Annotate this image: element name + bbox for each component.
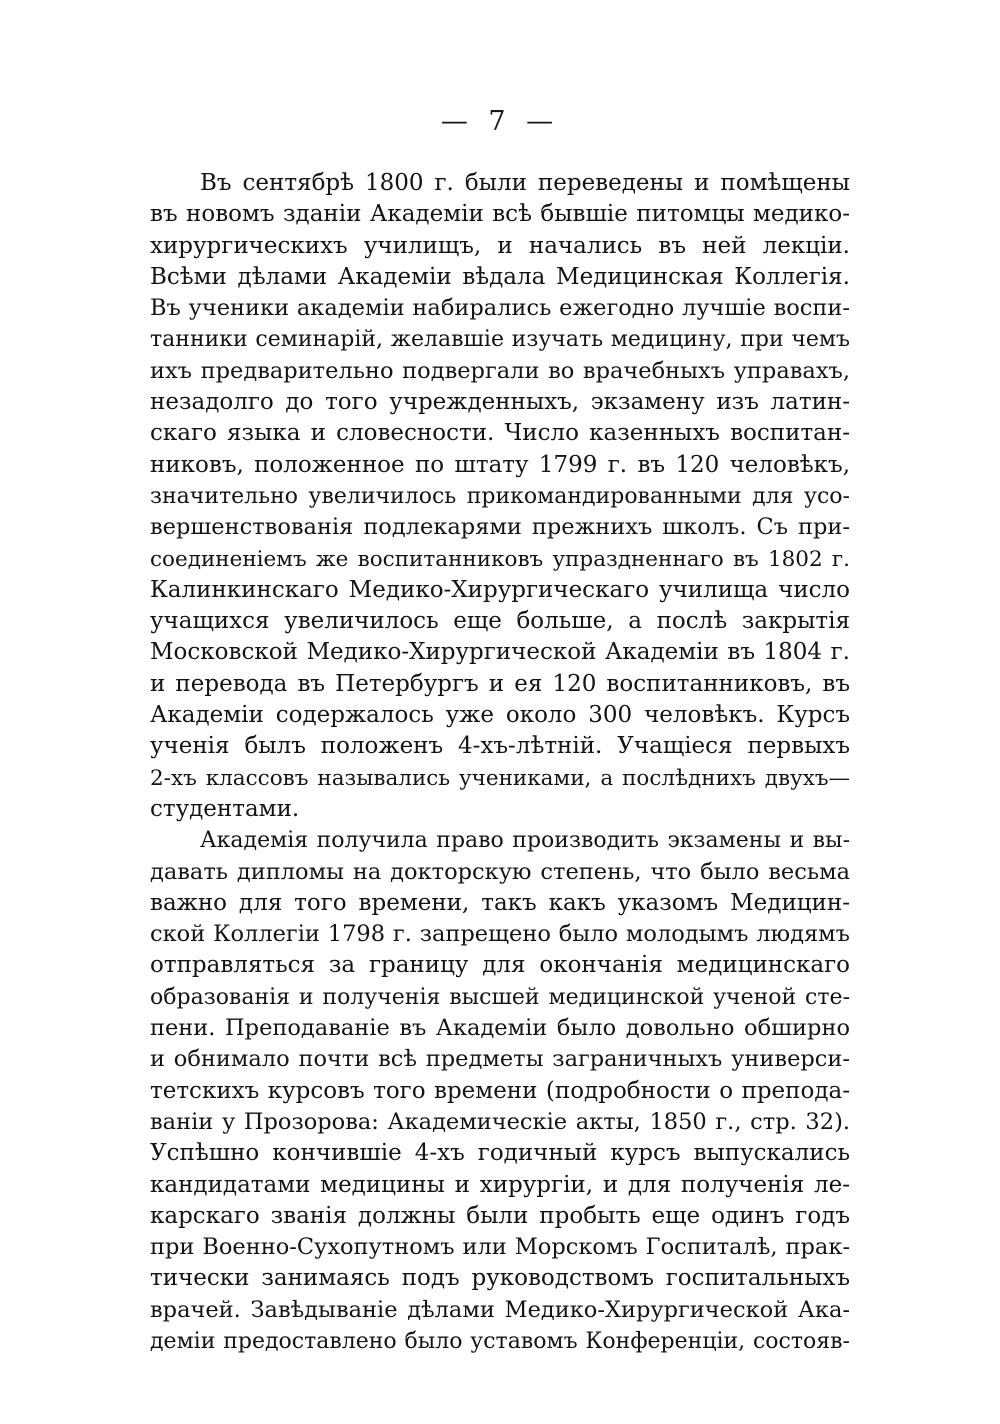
text-line: соединеніемъ же воспитанниковъ упраздненнаго въ 1802 г. (150, 546, 850, 572)
text-line: деміи предоставлено было уставомъ Конференціи, состояв- (150, 1328, 850, 1354)
text-line: и обнимало почти всѣ предметы заграничныхъ универси- (150, 1046, 850, 1073)
text-line: никовъ, положенное по штату 1799 г. въ 120 человѣкъ, (150, 451, 850, 478)
paragraph-2 (150, 825, 850, 1357)
text-line: 2-хъ классовъ назывались учениками, а послѣднихъ двухъ— (150, 765, 850, 791)
text-line: Всѣми дѣлами Академіи вѣдала Медицинская Коллегія. (150, 263, 850, 290)
text-line: и перевода въ Петербургъ и ея 120 воспитанниковъ, въ (150, 670, 850, 697)
text-line: кандидатами медицины и хирургіи, и для полученія ле- (150, 1171, 850, 1198)
text-line: образованія и полученія высшей медицинской ученой сте- (150, 984, 850, 1010)
text-line: Въ ученики академіи набирались ежегодно лучшіе воспи- (150, 295, 850, 322)
text-line: танники семинарій, желавшіе изучать медицину, при чемъ (150, 327, 850, 353)
paragraph-1 (150, 168, 850, 825)
text-line: Въ сентябрѣ 1800 г. были переведены и помѣщены (200, 170, 850, 196)
text-line: ученія былъ положенъ 4-хъ-лѣтній. Учащіеся первыхъ (150, 733, 850, 760)
body-text (150, 168, 850, 1357)
text-line: въ новомъ зданіи Академіи всѣ бывшіе питомцы медико- (150, 201, 850, 228)
text-line: Академія получила право производить экзамены и вы- (200, 828, 850, 854)
page-number: — 7 — (440, 106, 560, 137)
text-line: давать дипломы на докторскую степень, что было весьма (150, 858, 850, 885)
text-line: врачей. Завѣдываніе дѣлами Медико-Хирургической Ака- (150, 1296, 850, 1323)
text-line: значительно увеличилось прикомандированными для усо- (150, 483, 850, 509)
text-line: студентами. (150, 795, 300, 822)
text-line: учащихся увеличилось еще больше, а послѣ закрытія (150, 608, 850, 635)
text-line: тетскихъ курсовъ того времени (подробности о препода- (150, 1077, 850, 1104)
text-line: незадолго до того учрежденныхъ, экзамену изъ латин- (150, 389, 850, 416)
text-line: отправляться за границу для окончанія медицинскаго (150, 952, 850, 979)
text-line: вершенствованія подлекарями прежнихъ школъ. Съ при- (150, 514, 850, 541)
text-line: Академіи содержалось уже около 300 человѣкъ. Курсъ (150, 702, 850, 729)
text-line: Московской Медико-Хирургической Академіи въ 1804 г. (150, 639, 850, 666)
text-line: ской Коллегіи 1798 г. запрещено было молодымъ людямъ (150, 921, 850, 948)
text-line: карскаго званія должны были пробыть еще одинъ годъ (150, 1202, 850, 1229)
text-line: хирургическихъ училищъ, и начались въ ней лекціи. (150, 232, 850, 259)
text-line: скаго языка и словесности. Число казенныхъ воспитан- (150, 420, 850, 447)
text-line: при Военно-Сухопутномъ или Морскомъ Госпиталѣ, прак- (150, 1234, 850, 1261)
text-line: Успѣшно кончившіе 4-хъ годичный курсъ выпускались (150, 1140, 850, 1167)
text-line: Калинкинскаго Медико-Хирургическаго училища число (150, 576, 850, 603)
text-line: важно для того времени, такъ какъ указомъ Медицин- (150, 889, 850, 916)
text-line: ихъ предварительно подвергали во врачебныхъ управахъ, (150, 357, 850, 384)
text-line: ваніи у Прозорова: Академическіе акты, 1850 г., стр. 32). (150, 1108, 850, 1135)
text-line: пени. Преподаваніе въ Академіи было довольно обширно (150, 1015, 850, 1042)
text-line: тически занимаясь подъ руководствомъ госпитальныхъ (150, 1265, 850, 1292)
